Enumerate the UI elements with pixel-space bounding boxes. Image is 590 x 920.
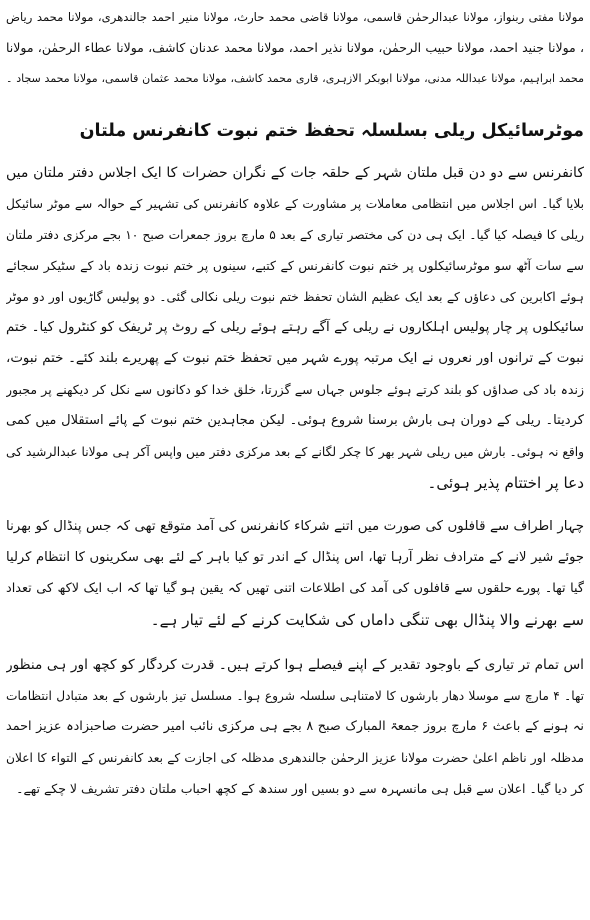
- text-line: مولانا مفتی ربنواز، مولانا عبدالرحمٰن قاسمی، مولانا قاضی محمد حارث، مولانا منیر احمد جالندھری، مولانا محمد ریاض: [6, 10, 584, 24]
- text-line: نبوت کے ترانوں اور نعروں نے ایک مرتبہ پورے شہر میں تحفظ ختم نبوت کے پھریرے بلند کئے۔ ختم نبوت،: [6, 351, 584, 366]
- text-line: جوئے شیر لانے کے مترادف نظر آرہا تھا، اس پنڈال کے اندر تو کیا باہر کے لئے بھی سکرینوں کا انتظام کرلیا: [6, 550, 584, 565]
- text-line: گیا تھا۔ پورے حلقوں سے قافلوں کی آمد کی اطلاعات اتنی تھیں کہ یقین ہو گیا تھا کہ اب ایک لاکھ کی تعداد: [6, 581, 584, 596]
- text-line: محمد ابراہیم، مولانا عبداللہ مدنی، مولانا ابوبکر الازہری، قاری محمد کاشف، مولانا محمد عثمان قاسمی، مولانا محمد سجاد ۔: [6, 72, 584, 85]
- text-line: ہوئے اکابرین کی دعاؤں کے بعد ایک عظیم الشان تحفظ ختم نبوت ریلی نکالی گئی۔ دو پولیس گاڑیوں اور دو موٹر: [6, 290, 584, 304]
- text-line: دعا پر اختتام پذیر ہوئی۔: [427, 474, 584, 492]
- text-line: کردیتا۔ ریلی کے دوران ہی بارش برسنا شروع ہوئی۔ لیکن مجاہدین ختم نبوت کے پائے استقلال میں کمی: [6, 413, 584, 428]
- text-line: سے بھرنے والا پنڈال بھی تنگی داماں کی شکایت کرنے کے لئے تیار ہے۔: [150, 611, 584, 629]
- text-line: کر دیا گیا۔ اعلان سے قبل ہی مانسہرہ سے دو بسیں اور سندھ کے کچھ احباب ملتان دفتر تشریف لا چکے تھے۔: [16, 781, 584, 796]
- text-line: ریلی کا فیصلہ کیا گیا۔ ایک ہی دن کی مختصر تیاری کے بعد ۵ مارچ بروز جمعرات صبح ۱۰ بجے مرکزی دفتر ملتان: [6, 228, 584, 242]
- text-line: بلایا گیا۔ اس اجلاس میں انتظامی معاملات پر مشاورت کے علاوہ کانفرنس کی تشہیر کے حوالہ سے موٹر سائیکل: [6, 197, 584, 211]
- text-line: واقع نہ ہوئی۔ بارش میں ریلی شہر بھر کا چکر لگانے کے بعد مرکزی دفتر میں واپس آکر ہی مولانا عبدالرشید کی: [6, 445, 584, 459]
- text-line: ، مولانا جنید احمد، مولانا حبیب الرحمٰن، مولانا نذیر احمد، مولانا محمد عدنان کاشف، مولانا عطاء الرحمٰن، مولانا: [6, 40, 584, 55]
- text-line: نہ ہونے کے باعث ۶ مارچ بروز جمعۃ المبارک صبح ۸ بجے ہی مرکزی نائب امیر حضرت صاحبزادہ عزیز احمد: [6, 719, 584, 734]
- text-line: سائیکلوں پر چار پولیس اہلکاروں نے ریلی کے آگے رہتے ہوئے ریلی کے روٹ پر ٹریفک کو کنٹرول کیا۔ ختم: [6, 320, 584, 335]
- text-line: چہار اطراف سے قافلوں کی صورت میں اتنے شرکاء کانفرنس کی آمد متوقع تھی کہ جس پنڈال کو بھرنا: [6, 519, 584, 534]
- text-line: زندہ باد کی صداؤں کو بلند کرتے ہوئے جلوس جہاں سے گزرتا، خلق خدا کو دکانوں سے نکل کر دیکھنے پر مجبور: [6, 382, 584, 397]
- text-line: مدظلہ اور ناظم اعلیٰ حضرت مولانا عزیز الرحمٰن جالندھری مدظلہ کی اجازت کے بعد کانفرنس کے التواء کا اعلان: [6, 751, 584, 765]
- section-heading: موٹرسائیکل ریلی بسلسلہ تحفظ ختم نبوت کانفرنس ملتان: [79, 121, 584, 141]
- text-line: تھا۔ ۴ مارچ سے موسلا دھار بارشوں کا لامتناہی سلسلہ شروع ہوا۔ مسلسل تیز بارشوں کے بعد متبادل انتظامات: [6, 689, 584, 703]
- text-line: اس تمام تر تیاری کے باوجود تقدیر کے اپنے فیصلے ہوا کرتے ہیں۔ قدرت کردگار کو کچھ اور ہی منظور: [6, 657, 584, 673]
- text-line: سے سات آٹھ سو موٹرسائیکلوں پر ختم نبوت کانفرنس کے کتبے، سینوں پر ختم نبوت زندہ باد کے سٹیکر سجائے: [6, 258, 584, 273]
- text-line: کانفرنس سے دو دن قبل ملتان شہر کے حلقہ جات کے نگران حضرات کا ایک اجلاس دفتر ملتان میں: [6, 165, 584, 181]
